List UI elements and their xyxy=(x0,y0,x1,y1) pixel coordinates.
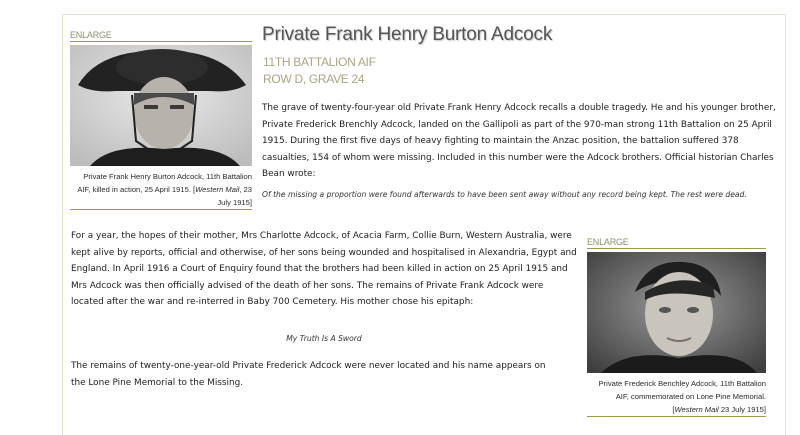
caption-source: Western Mail xyxy=(674,405,719,414)
bean-quote: Of the missing a proportion were found afterwards to have been sent away without any record being kept. The rest were dead. xyxy=(262,190,747,199)
enlarge-link[interactable]: ENLARGE xyxy=(587,237,766,249)
page-title: Private Frank Henry Burton Adcock xyxy=(262,24,553,45)
portrait-photo-frederick[interactable] xyxy=(587,252,766,373)
caption-end: , 23 July 1915] xyxy=(217,185,252,207)
caption-source: Western Mail xyxy=(195,185,240,194)
epitaph: My Truth Is A Sword xyxy=(286,334,362,343)
figure-caption xyxy=(70,170,252,209)
caption-end: 23 July 1915] xyxy=(718,405,766,414)
caption-rule xyxy=(70,209,252,210)
unit-subtitle: 11TH BATTALION AIF xyxy=(263,55,376,69)
figure-frank-adcock xyxy=(70,30,252,210)
enlarge-link[interactable]: ENLARGE xyxy=(70,30,252,42)
caption-rule xyxy=(587,416,766,417)
paragraph-1: The grave of twenty-four-year old Private Frank Henry Adcock recalls a double tragedy. He and his younger brother, Private Frederick Brenchly Adcock, landed on the Gallipoli as part of the 970-man strong 11th Battalion on 25 April 1915. During the first five days of heavy fighting to maintain the Anzac position, the battalion suffered 378 casualties, 154 of whom were missing. Included in this number were the Adcock brothers. Official historian Charles Bean wrote: xyxy=(262,103,776,180)
figure-caption xyxy=(587,377,766,416)
figure-frederick-adcock xyxy=(587,237,766,417)
portrait-photo-frank[interactable] xyxy=(70,45,252,166)
caption-text: Private Frank Henry Burton Adcock, 11th Battalion AIF, killed in action, 25 April 1915. [ xyxy=(77,172,252,194)
caption-text: Private Frederick Benchley Adcock, 11th Battalion AIF, commemorated on Lone Pine Memorial. [ xyxy=(598,379,766,414)
grave-subtitle: ROW D, GRAVE 24 xyxy=(263,72,365,86)
paragraph-3: The remains of twenty-one-year-old Private Frederick Adcock were never located and his name appears on the Lone Pine Memorial to the Missing. xyxy=(71,361,546,388)
paragraph-2: For a year, the hopes of their mother, Mrs Charlotte Adcock, of Acacia Farm, Collie Burn, Western Australia, were kept alive by reports, official and otherwise, of her sons being wounded and hospitalised in Alexandria, Egypt and England. In April 1916 a Court of Enquiry found that the brothers had been killed in action on 25 April 1915 and Mrs Adcock was then officially advised of the death of her sons. The remains of Private Frank Adcock were located after the war and re-interred in Baby 700 Cemetery. His mother chose his epitaph: xyxy=(71,231,577,308)
